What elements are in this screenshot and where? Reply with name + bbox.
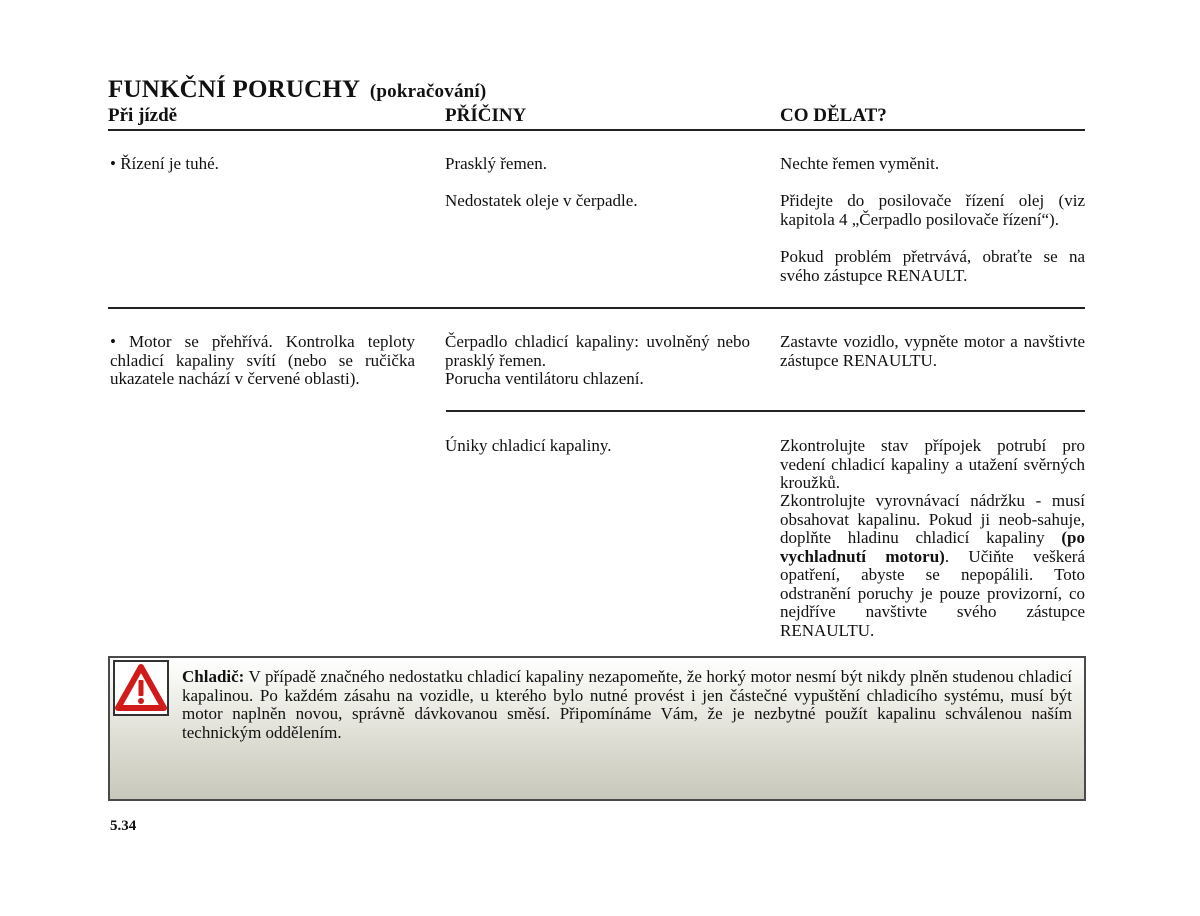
title-subtitle: (pokračování) <box>369 81 487 102</box>
warning-text <box>182 668 1072 742</box>
page-title <box>108 76 486 104</box>
action-check-reservoir-bold: (po vychladnutí motoru) <box>780 528 1085 566</box>
symptom-overheating-text: • Motor se přehřívá. Kontrolka teploty chladicí kapaliny svítí (nebo se ručička ukazatele nachází v červené oblasti). <box>110 332 415 388</box>
action-add-oil: Přidejte do posilovače řízení olej (viz kapitola 4 „Čerpadlo posilovače řízení“). <box>780 191 1085 229</box>
symptom-steering: • Řízení je tuhé. <box>110 154 219 173</box>
cause-coolant-pump-belt: Čerpadlo chladicí kapaliny: uvolněný nebo prasklý řemen. <box>445 332 750 370</box>
cause-broken-belt: Prasklý řemen. <box>445 154 547 173</box>
page-number: 5.34 <box>110 818 137 834</box>
symptom-overheating <box>110 333 415 389</box>
header-divider <box>108 129 1085 131</box>
action-check-reservoir <box>780 492 1085 640</box>
action-contact-dealer: Pokud problém přetrvává, obraťte se na svého zástupce RENAULT. <box>780 247 1085 285</box>
action-check-hoses: Zkontrolujte stav přípojek potrubí pro vedení chladicí kapaliny a utažení svěrných kroužků. <box>780 436 1085 492</box>
column-header-situation: Při jízdě <box>108 105 178 126</box>
cause-fan-failure: Porucha ventilátoru chlazení. <box>445 369 644 388</box>
action-replace-belt: Nechte řemen vyměnit. <box>780 154 940 173</box>
warning-label: Chladič: <box>182 667 245 686</box>
title-text: FUNKČNÍ PORUCHY <box>108 76 360 103</box>
action-check-reservoir-text: Zkontrolujte vyrovnávací nádržku - musí obsahovat kapalinu. Pokud ji neob-sahuje, doplňte hladinu chladicí kapaliny <box>780 491 1085 547</box>
cause-coolant-leak: Úniky chladicí kapaliny. <box>445 436 612 455</box>
action-stop-vehicle: Zastavte vozidlo, vypněte motor a navštivte zástupce RENAULTU. <box>780 332 1085 370</box>
subsection-divider <box>446 410 1085 412</box>
column-header-actions: CO DĚLAT? <box>780 105 887 126</box>
section-divider <box>108 307 1085 309</box>
cause-low-oil: Nedostatek oleje v čerpadle. <box>445 191 638 210</box>
action-check-reservoir-tail: . Učiňte veškerá opatření, abyste se nepopálili. Toto odstranění poruchy je pouze provizorní, co nejdříve navštivte svého zástupce RENAULTU. <box>780 546 1085 640</box>
column-header-causes: PŘÍČINY <box>445 105 527 126</box>
warning-triangle-icon <box>113 660 169 716</box>
warning-body: V případě značného nedostatku chladicí kapaliny nezapomeňte, že horký motor nesmí být nikdy plněn studenou chladicí kapalinou. Po každém zásahu na vozidle, u kterého bylo nutné provést i jen částečné vypuštění chladicího systému, musí být motor naplněn novou, správně dávkovanou směsí. Připomínáme Vám, že je nezbytné použít kapalinu schválenou naším technickým oddělením. <box>182 667 1072 742</box>
